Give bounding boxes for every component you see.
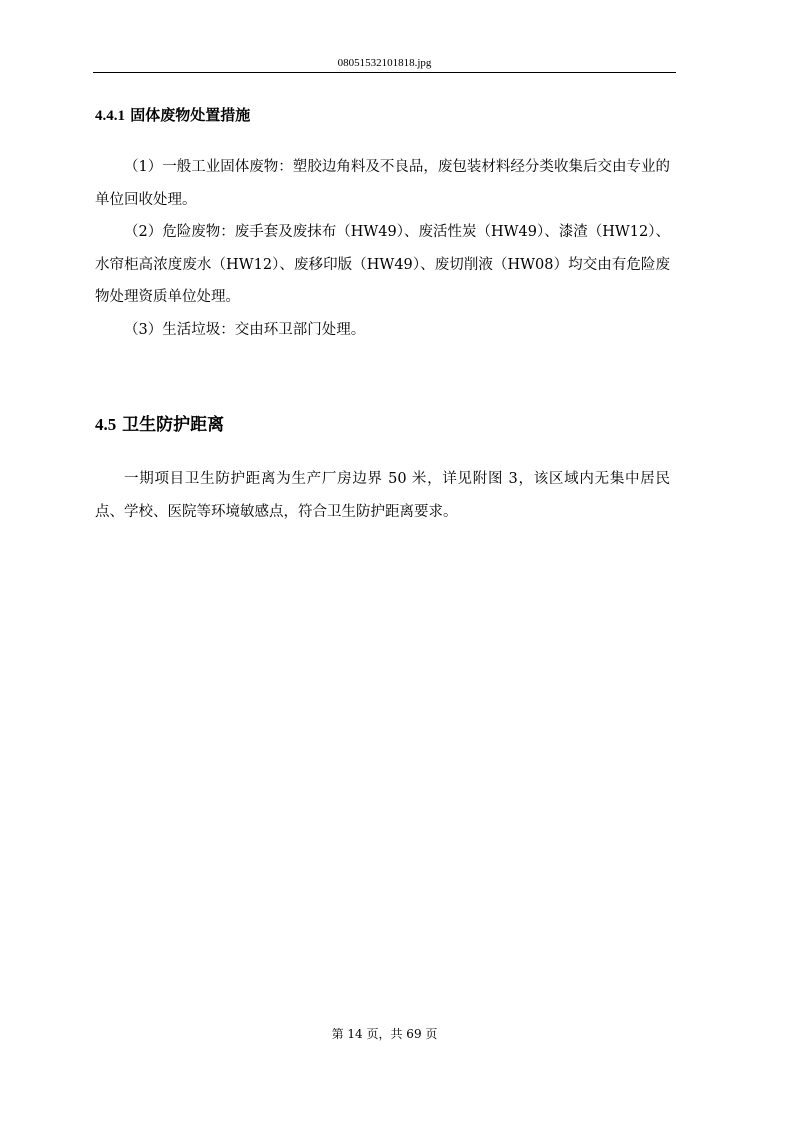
section-number: 4.4.1 xyxy=(95,108,125,124)
section-heading-4-5 xyxy=(95,412,224,438)
section-heading-4-4-1 xyxy=(95,104,250,127)
section-number: 4.5 xyxy=(95,415,117,434)
page-number-footer: 第 14 页，共 69 页 xyxy=(331,1027,438,1041)
paragraph-hazardous-waste: （2）危险废物：废手套及废抹布（HW49）、废活性炭（HW49）、漆渣（HW12）、水帘柜高浓度废水（HW12）、废移印版（HW49）、废切削液（HW08）均交由有危险废物处理资质单位处理。 xyxy=(95,224,670,305)
section-body-4-5 xyxy=(95,463,670,528)
paragraph-domestic-waste: （3）生活垃圾：交由环卫部门处理。 xyxy=(124,321,366,338)
paragraph-general-industrial-waste: （1）一般工业固体废物：塑胶边角料及不良品，废包装材料经分类收集后交由专业的单位回收处理。 xyxy=(95,159,670,208)
header-divider xyxy=(93,72,676,73)
header-title: 08051532101818.jpg xyxy=(337,57,432,69)
section-title: 固体废物处置措施 xyxy=(130,106,251,124)
section-title: 卫生防护距离 xyxy=(122,415,225,435)
paragraph-protection-distance: 一期项目卫生防护距离为生产厂房边界 50 米，详见附图 3，该区域内无集中居民点、学校、医院等环境敏感点，符合卫生防护距离要求。 xyxy=(95,471,670,520)
section-body-4-4-1 xyxy=(95,151,670,346)
